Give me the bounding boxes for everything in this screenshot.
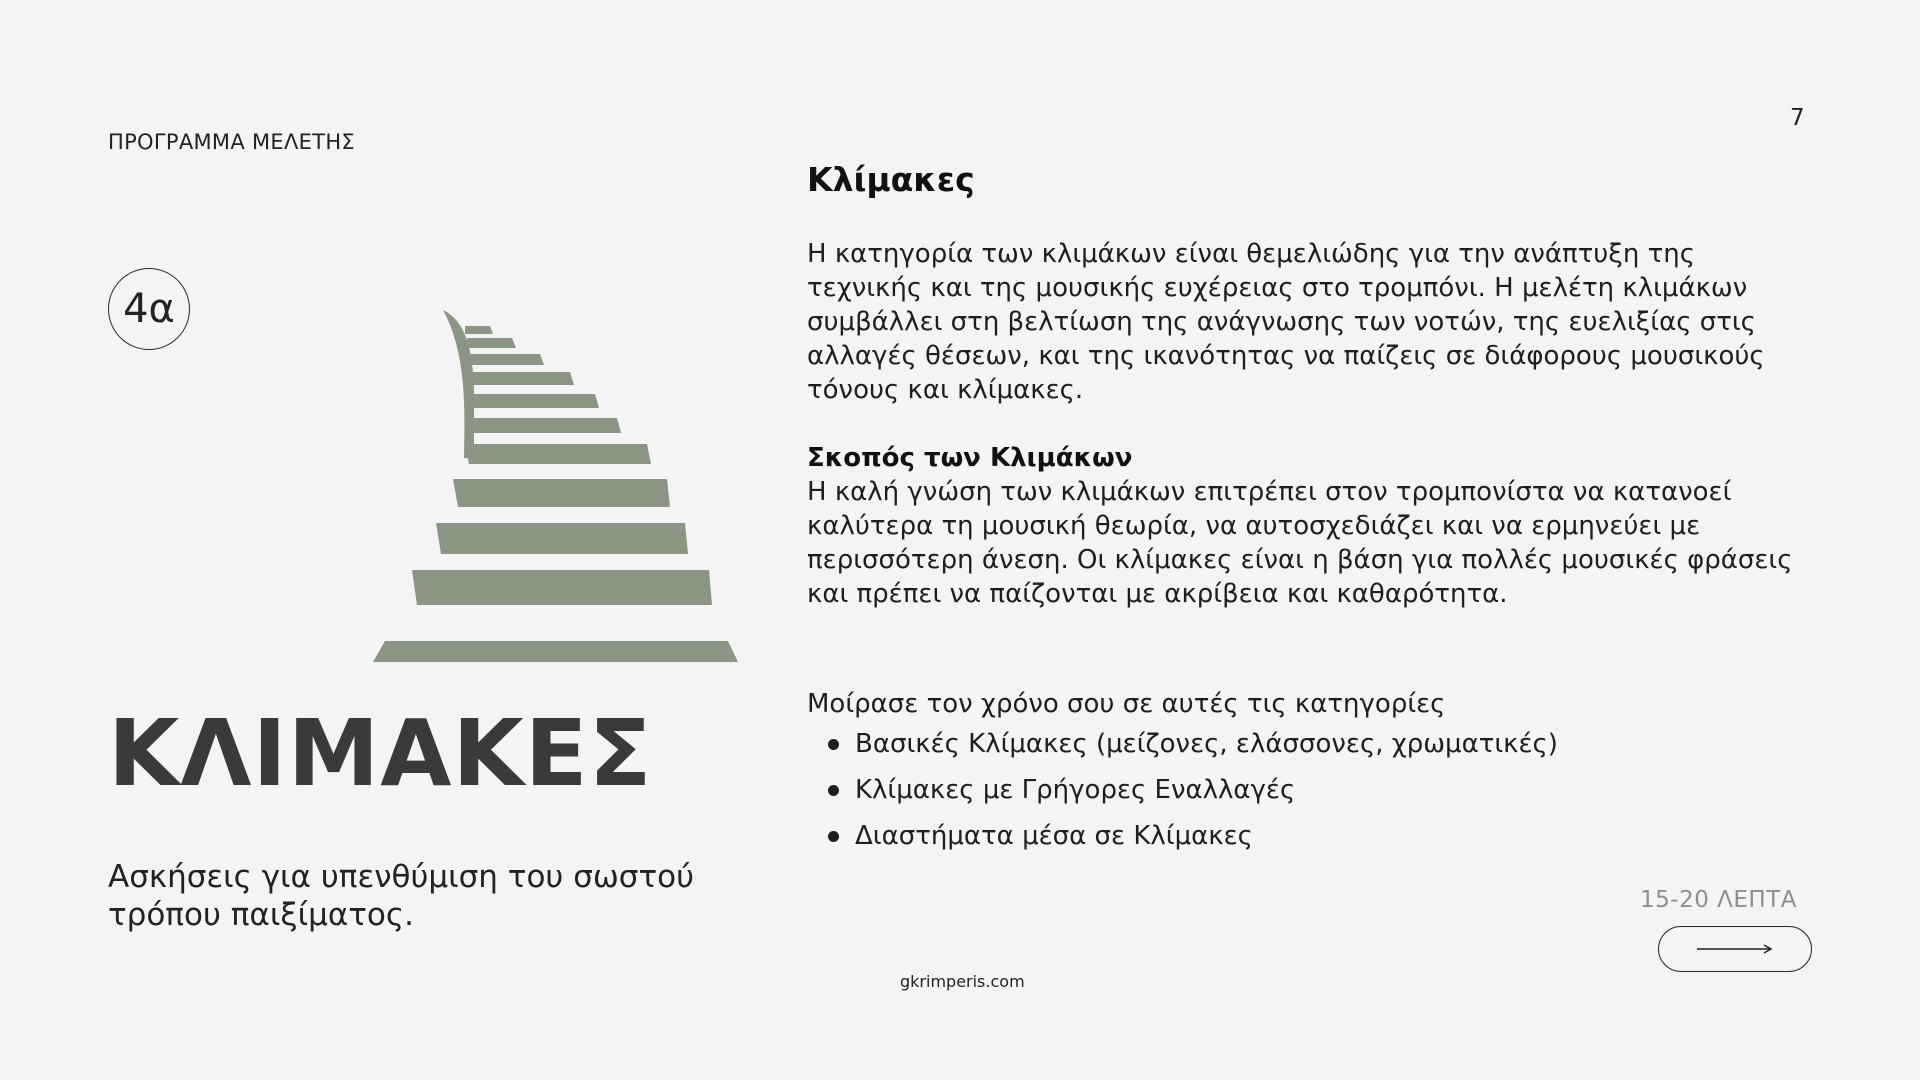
list-item-label: Βασικές Κλίμακες (μείζονες, ελάσσονες, χρωματικές) bbox=[855, 729, 1558, 759]
page-subtitle: Ασκήσεις για υπενθύμιση του σωστού τρόπου παιξίματος. bbox=[108, 859, 695, 933]
page-number: 7 bbox=[1790, 105, 1805, 131]
staircase-step bbox=[465, 326, 493, 334]
staircase-step bbox=[472, 394, 599, 408]
staircase-icon bbox=[370, 308, 750, 668]
bullet-icon bbox=[828, 739, 839, 750]
long-arrow-right-icon bbox=[1696, 943, 1774, 955]
footer-url: gkrimperis.com bbox=[900, 972, 1025, 991]
content-column bbox=[807, 158, 1807, 859]
list-item bbox=[807, 813, 1807, 859]
staircase-step bbox=[412, 570, 712, 605]
list-item-label: Διαστήματα μέσα σε Κλίμακες bbox=[855, 821, 1253, 851]
staircase-step bbox=[453, 479, 670, 507]
duration-label: 15-20 ΛΕΠΤΑ bbox=[1640, 887, 1797, 913]
time-allocation-block bbox=[807, 687, 1807, 859]
section-badge-label: 4α bbox=[123, 286, 175, 332]
section-badge bbox=[108, 268, 190, 350]
purpose-heading: Σκοπός των Κλιμάκων bbox=[807, 443, 1133, 473]
category-list bbox=[807, 721, 1807, 859]
staircase-step bbox=[469, 354, 544, 365]
list-item bbox=[807, 767, 1807, 813]
staircase-step bbox=[436, 523, 688, 554]
staircase-step bbox=[464, 444, 651, 464]
bullet-icon bbox=[828, 831, 839, 842]
purpose-block bbox=[807, 441, 1807, 611]
list-item-label: Κλίμακες με Γρήγορες Εναλλαγές bbox=[855, 775, 1296, 805]
page-title: ΚΛΙΜΑΚΕΣ bbox=[108, 700, 653, 807]
time-intro: Μοίρασε τον χρόνο σου σε αυτές τις κατηγορίες bbox=[807, 689, 1446, 719]
header-label: ΠΡΟΓΡΑΜΜΑ ΜΕΛΕΤΗΣ bbox=[108, 130, 355, 154]
staircase-step bbox=[467, 338, 516, 348]
next-button[interactable] bbox=[1658, 926, 1812, 972]
intro-paragraph: Η κατηγορία των κλιμάκων είναι θεμελιώδης για την ανάπτυξη της τεχνικής και της μουσικής ευχέρειας στο τρομπόνι. Η μελέτη κλιμάκων συμβάλλει στη βελτίωση της ανάγνωσης των νοτών, της ευελιξίας στις αλλαγές θέσεων, και της ικανότητας να παίζεις σε διάφορους μουσικούς τόνους και κλίμακες. bbox=[807, 239, 1765, 405]
staircase-step bbox=[471, 372, 574, 385]
bullet-icon bbox=[828, 785, 839, 796]
staircase-step bbox=[473, 418, 621, 433]
section-heading: Κλίμακες bbox=[807, 160, 975, 199]
list-item bbox=[807, 721, 1807, 767]
purpose-paragraph: Η καλή γνώση των κλιμάκων επιτρέπει στον τρομπονίστα να κατανοεί καλύτερα τη μουσική θεωρία, να αυτοσχεδιάζει και να ερμηνεύει με περισσότερη άνεση. Οι κλίμακες είναι η βάση για πολλές μουσικές φράσεις και πρέπει να παίζονται με ακρίβεια και καθαρότητα. bbox=[807, 477, 1793, 609]
staircase-step bbox=[373, 641, 738, 662]
